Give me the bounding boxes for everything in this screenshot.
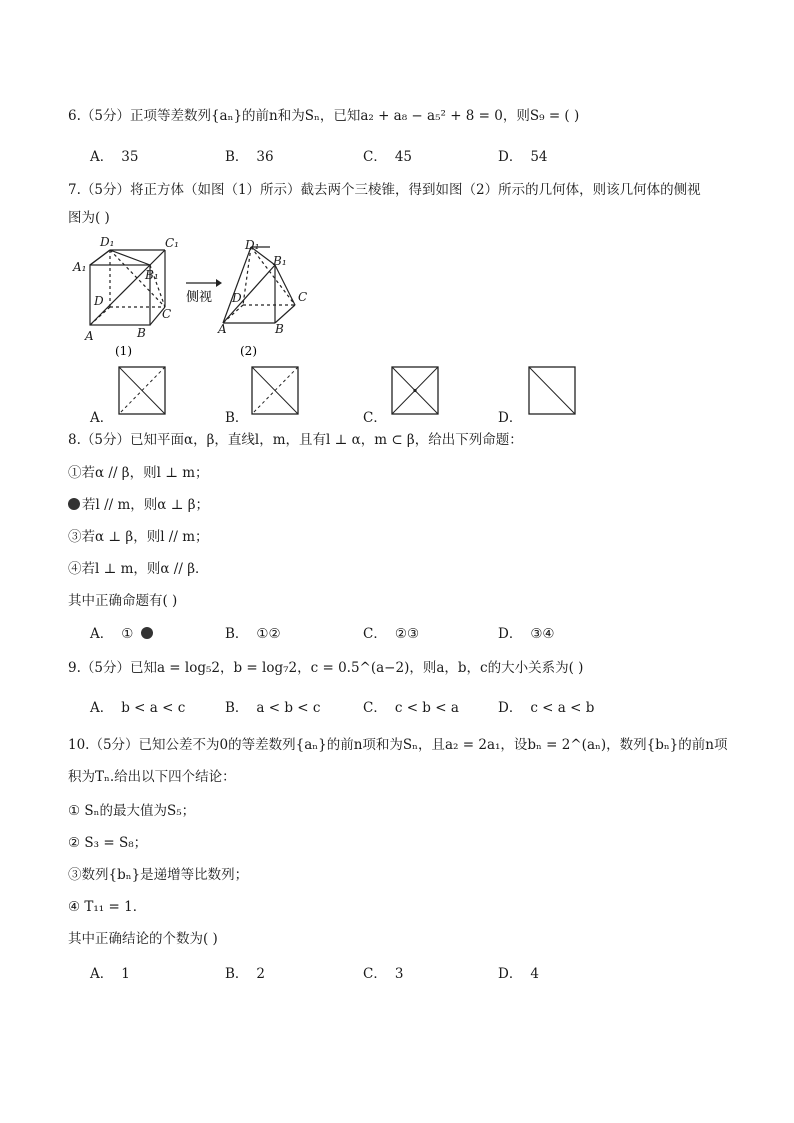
q10-conclusion-1: ① Sₙ的最大值为S₅； xyxy=(68,803,196,819)
q6-option-a[interactable]: A． 35 xyxy=(90,149,139,165)
q9-options xyxy=(90,696,730,716)
q7-option-a[interactable]: A． xyxy=(90,366,190,418)
q10-options xyxy=(90,962,730,982)
q10-question: 其中正确结论的个数为( ) xyxy=(68,931,218,947)
q8-stem: 8.（5分）已知平面α，β，直线l，m，且有l ⊥ α，m ⊂ β，给出下列命题： xyxy=(68,432,523,448)
label-d: D xyxy=(232,291,242,305)
q8-prop-3: ③若α ⊥ β，则l // m； xyxy=(68,529,209,545)
cube-figure-1 xyxy=(70,235,185,360)
label-b: B xyxy=(275,322,284,336)
q7-stem-line1: 7.（5分）将正方体（如图（1）所示）截去两个三棱锥，得到如图（2）所示的几何体，则该几何体的侧视 xyxy=(68,182,701,198)
q7-stem-line2: 图为( ) xyxy=(68,210,110,226)
label-c1: C₁ xyxy=(165,236,179,250)
q6-option-b[interactable]: B． 36 xyxy=(225,149,274,165)
q6-option-d[interactable]: D． 54 xyxy=(498,149,548,165)
q10-option-a[interactable]: A． 1 xyxy=(90,966,130,982)
side-view-c xyxy=(391,366,439,416)
q10-stem-line1: 10.（5分）已知公差不为0的等差数列{aₙ}的前n项和为Sₙ，且a₂ = 2a₁，设bₙ = 2^(aₙ)，数列{bₙ}的前n项 xyxy=(68,737,728,753)
q10-conclusion-4: ④ T₁₁ = 1． xyxy=(68,899,147,915)
label-c: C xyxy=(298,290,308,304)
side-view-a xyxy=(118,366,166,416)
label-a: A xyxy=(218,322,227,336)
q7-option-c[interactable]: C． xyxy=(363,366,463,418)
q10-conclusion-3: ③数列{bₙ}是递增等比数列； xyxy=(68,867,249,883)
q9-stem: 9.（5分）已知a = log₅2，b = log₇2，c = 0.5^(a−2)，则a，b，c的大小关系为( ) xyxy=(68,660,584,676)
q7-option-b[interactable]: B． xyxy=(225,366,325,418)
q8-option-b[interactable]: B． ①② xyxy=(225,626,281,642)
q9-option-a[interactable]: A． b < a < c xyxy=(90,700,186,716)
label-c: C xyxy=(162,307,172,321)
label-d1: D₁ xyxy=(245,238,260,252)
obscured-mark xyxy=(141,627,153,639)
solid-figure-2 xyxy=(215,235,325,360)
figure1-caption: (1) xyxy=(115,344,132,358)
label-b1: B₁ xyxy=(273,254,287,268)
q8-options xyxy=(90,622,730,642)
label-b: B xyxy=(137,326,146,340)
q10-conclusion-2: ② S₃ = S₈； xyxy=(68,835,148,851)
q8-prop-2: 若l // m，则α ⊥ β； xyxy=(68,495,209,515)
q8-question: 其中正确命题有( ) xyxy=(68,593,178,609)
q6-options xyxy=(90,145,730,165)
q8-prop-4: ④若l ⊥ m，则α // β． xyxy=(68,561,209,577)
q6-stem: 6.（5分）正项等差数列{aₙ}的前n和为Sₙ，已知a₂ + a₈ − a₅² + 8 = 0，则S₉ = ( ) xyxy=(68,108,580,124)
label-d1: D₁ xyxy=(100,235,115,249)
q10-option-c[interactable]: C． 3 xyxy=(363,966,404,982)
q10-option-d[interactable]: D． 4 xyxy=(498,966,539,982)
label-a1: A₁ xyxy=(73,260,87,274)
label-d: D xyxy=(94,294,104,308)
q10-option-b[interactable]: B． 2 xyxy=(225,966,266,982)
q10-stem-line2: 积为Tₙ.给出以下四个结论： xyxy=(68,769,236,785)
q8-option-c[interactable]: C． ②③ xyxy=(363,626,420,642)
obscured-mark xyxy=(68,498,80,510)
label-a: A xyxy=(85,329,94,343)
figure2-caption: (2) xyxy=(240,344,257,358)
q8-option-a[interactable]: A． ① xyxy=(90,622,161,642)
q9-option-d[interactable]: D． c < a < b xyxy=(498,700,595,716)
q7-option-d[interactable]: D． xyxy=(498,366,598,418)
q9-option-c[interactable]: C． c < b < a xyxy=(363,700,459,716)
q8-option-d[interactable]: D． ③④ xyxy=(498,626,555,642)
side-view-label: 侧视 xyxy=(186,290,213,305)
q8-prop-1: ①若α // β，则l ⊥ m； xyxy=(68,465,209,481)
q9-option-b[interactable]: B． a < b < c xyxy=(225,700,321,716)
q6-option-c[interactable]: C． 45 xyxy=(363,149,413,165)
side-view-d xyxy=(528,366,576,416)
side-view-b xyxy=(251,366,299,416)
label-b1: B₁ xyxy=(145,268,159,282)
